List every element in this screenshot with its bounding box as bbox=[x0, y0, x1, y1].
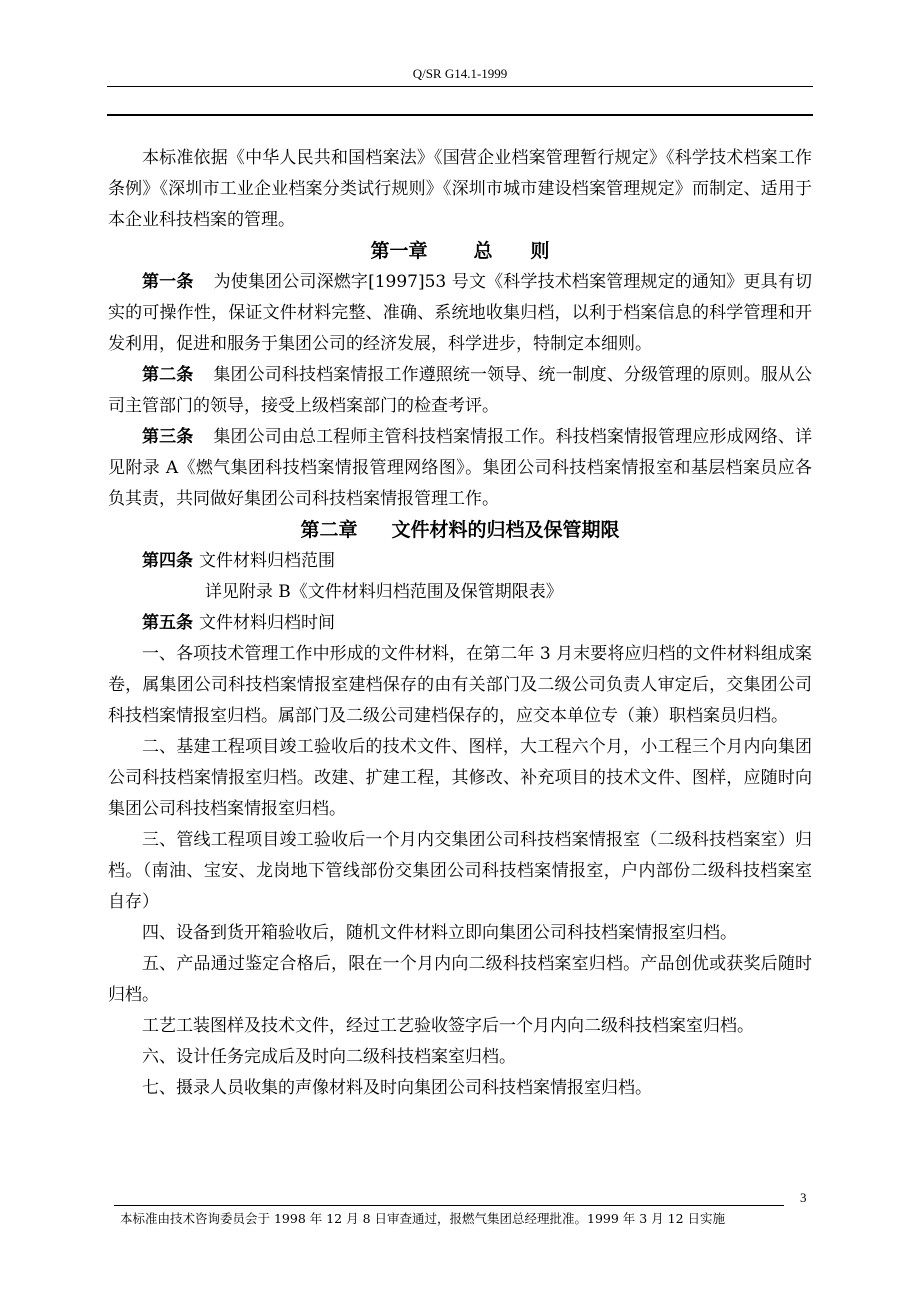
article-2 bbox=[108, 360, 812, 422]
item-5: 五、产品通过鉴定合格后，限在一个月内向二级科技档案室归档。产品创优或获奖后随时归档。 bbox=[108, 954, 812, 1005]
article-2-label: 第二条 bbox=[142, 365, 194, 385]
chapter-2-number: 第二章 bbox=[300, 519, 358, 541]
chapter-1-number: 第一章 bbox=[370, 240, 428, 262]
article-4-text: 文件材料归档范围 bbox=[199, 551, 335, 571]
item-6: 六、设计任务完成后及时向二级科技档案室归档。 bbox=[142, 1047, 516, 1067]
item-4: 四、设备到货开箱验收后，随机文件材料立即向集团公司科技档案情报室归档。 bbox=[142, 923, 737, 943]
article-1-text: 为使集团公司深燃字[1997]53 号文《科学技术档案管理规定的通知》更具有切实的可操作性，保证文件材料完整、准确、系统地收集归档，以利于档案信息的科学管理和开发利用，促进和服务于集团公司的经济发展，科学进步，特制定本细则。 bbox=[108, 272, 812, 354]
item-2: 二、基建工程项目竣工验收后的技术文件、图样，大工程六个月，小工程三个月内向集团公司科技档案情报室归档。改建、扩建工程，其修改、补充项目的技术文件、图样，应随时向集团公司科技档案情报室归档。 bbox=[108, 737, 812, 819]
header-rule-thin bbox=[107, 86, 813, 87]
article-5 bbox=[108, 608, 812, 639]
article-5-text: 文件材料归档时间 bbox=[199, 613, 335, 633]
intro-paragraph: 本标准依据《中华人民共和国档案法》《国营企业档案管理暂行规定》《科学技术档案工作条例》《深圳市工业企业档案分类试行规则》《深圳市城市建设档案管理规定》而制定、适用于本企业科技档案的管理。 bbox=[108, 148, 812, 230]
article-4-detail: 详见附录 B《文件材料归档范围及保管期限表》 bbox=[204, 582, 563, 602]
page-number: 3 bbox=[800, 1190, 807, 1205]
item-7: 七、摄录人员收集的声像材料及时向集团公司科技档案情报室归档。 bbox=[142, 1078, 652, 1098]
item-3: 三、管线工程项目竣工验收后一个月内交集团公司科技档案情报室（二级科技档案室）归档。（南油、宝安、龙岗地下管线部份交集团公司科技档案情报室，户内部份二级科技档案室自存） bbox=[108, 830, 812, 912]
chapter-1-title: 总 则 bbox=[473, 240, 550, 262]
standard-code: Q/SR G14.1-1999 bbox=[412, 66, 508, 81]
article-1-label: 第一条 bbox=[142, 272, 194, 292]
article-5-label: 第五条 bbox=[142, 613, 193, 633]
article-3-text: 集团公司由总工程师主管科技档案情报工作。科技档案情报管理应形成网络、详见附录 A《燃气集团科技档案情报管理网络图》。集团公司科技档案情报室和基层档案员应各负其责，共同做好集团公司科技档案情报管理工作。 bbox=[108, 427, 813, 509]
chapter-1-heading bbox=[108, 236, 812, 267]
document-body bbox=[108, 143, 812, 1104]
article-4 bbox=[108, 546, 812, 577]
footer-rule bbox=[114, 1205, 784, 1206]
chapter-2-title: 文件材料的归档及保管期限 bbox=[391, 519, 620, 541]
footer-note: 本标准由技术咨询委员会于 1998 年 12 月 8 日审查通过，报燃气集团总经理批准。1999 年 3 月 12 日实施 bbox=[120, 1211, 726, 1226]
item-1: 一、各项技术管理工作中形成的文件材料，在第二年 3 月末要将应归档的文件材料组成案卷，属集团公司科技档案情报室建档保存的由有关部门及二级公司负责人审定后，交集团公司科技档案情报室归档。属部门及二级公司建档保存的，应交本单位专（兼）职档案员归档。 bbox=[108, 644, 812, 726]
article-2-text: 集团公司科技档案情报工作遵照统一领导、统一制度、分级管理的原则。服从公司主管部门的领导，接受上级档案部门的检查考评。 bbox=[108, 365, 813, 416]
item-5-supplement: 工艺工装图样及技术文件，经过工艺验收签字后一个月内向二级科技档案室归档。 bbox=[142, 1016, 754, 1036]
article-1 bbox=[108, 267, 812, 360]
chapter-2-heading bbox=[108, 515, 812, 546]
header-rule-thick bbox=[107, 114, 813, 116]
article-3-label: 第三条 bbox=[142, 427, 194, 447]
article-4-label: 第四条 bbox=[142, 551, 193, 571]
article-3 bbox=[108, 422, 812, 515]
